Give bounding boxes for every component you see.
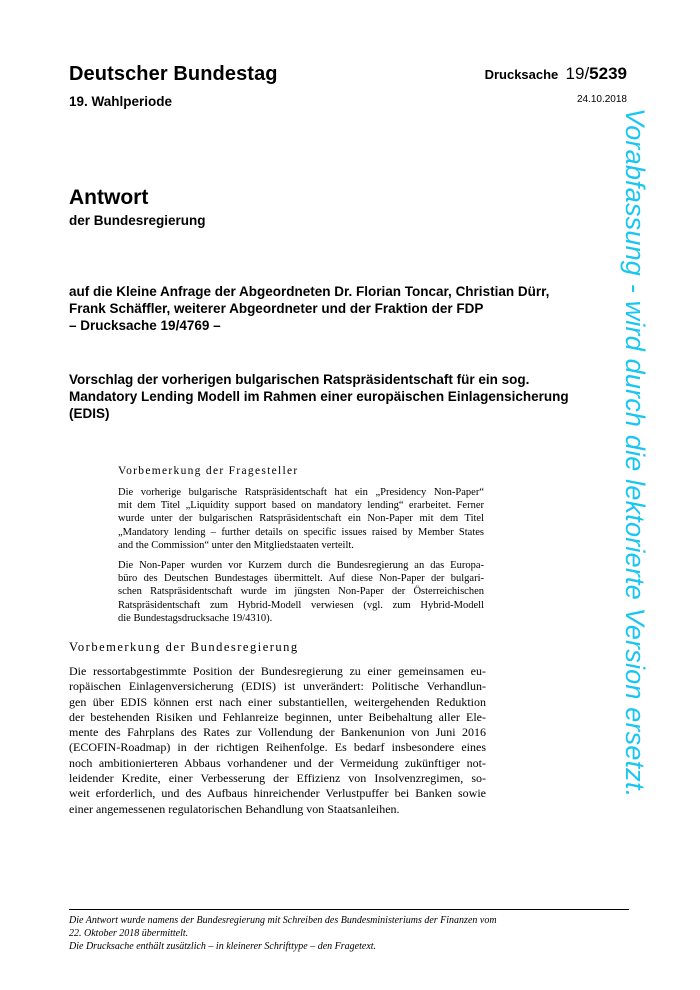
- parliament-title: Deutscher Bundestag: [69, 63, 278, 85]
- footer-notes: [69, 914, 629, 953]
- questioner-remark: [118, 465, 484, 625]
- text-line: leidender Kredite, einer Verbesserung der Effizienz von Insolvenzregimen, so-: [69, 771, 486, 786]
- footer-note: Die Drucksache enthält zusätzlich – in kleinerer Schrifttype – den Fragetext.: [69, 941, 377, 952]
- document-type-subtitle: der Bundesregierung: [69, 213, 206, 228]
- text-line: „Mandatory lending – further details on specific issues raised by Member States: [118, 526, 484, 538]
- text-line: and the Commission“ unter den Mitgliedstaaten verteilt.: [118, 539, 354, 551]
- drucksache-label: Drucksache: [484, 67, 559, 82]
- topic-line: (EDIS): [69, 406, 110, 421]
- questioner-paragraph: [118, 486, 484, 552]
- text-line: Die vorherige bulgarische Ratspräsidentschaft hat ein „Presidency Non-Paper“: [118, 487, 484, 498]
- government-remark: [69, 640, 486, 817]
- government-remark-heading: Vorbemerkung der Bundesregierung: [69, 640, 299, 654]
- document-type-title: Antwort: [69, 186, 149, 209]
- inquiry-line: auf die Kleine Anfrage der Abgeordneten Dr. Florian Toncar, Christian Dürr,: [69, 284, 550, 299]
- text-line: einer angemessenen regulatorischen Behandlung von Staatsanleihen.: [69, 801, 400, 816]
- text-line: schen Ratspräsidentschaft wurde im jüngsten Non-Paper der Österreichischen: [118, 586, 484, 598]
- inquiry-line: Frank Schäffler, weiterer Abgeordneter und der Fraktion der FDP: [69, 301, 484, 316]
- text-line: mente des Fahrplans des Rates zur Vollendung der Bankenunion von Juni 2016: [69, 725, 486, 740]
- text-line: der bestehenden Risiken und Fehlanreize beginnen, unter Beibehaltung aller Ele-: [69, 709, 486, 724]
- government-paragraph: [69, 664, 486, 817]
- inquiry-reference: [69, 283, 589, 334]
- draft-watermark: Vorabfassung - wird durch die lektorierte Version ersetzt.: [620, 108, 650, 798]
- text-line: ropäischen Einlagenversicherung (EDIS) ist unverändert: Politische Verhandlun-: [69, 679, 486, 694]
- drucksache-number: 19/5239: [565, 64, 627, 83]
- footer-note: Die Antwort wurde namens der Bundesregierung mit Schreiben des Bundesministeriums der Finanzen vom 22. Oktober 2018 übermittelt.: [69, 915, 497, 939]
- inquiry-line: – Drucksache 19/4769 –: [69, 318, 221, 333]
- text-line: gen über EDIS können erst nach einer substantiellen, weitergehenden Reduktion: [69, 694, 486, 709]
- legislative-period: 19. Wahlperiode: [69, 94, 173, 109]
- text-line: Die Non-Paper wurden vor Kurzem durch die Bundesregierung an das Europa-: [118, 560, 484, 572]
- text-line: mit dem Titel „Liquidity support based on mandatory lending“ erarbeitet. Ferner: [118, 500, 484, 512]
- text-line: (ECOFIN-Roadmap) in der richtigen Reihenfolge. Es bedarf insbesondere eines: [69, 740, 486, 755]
- header-right: [485, 64, 627, 105]
- text-line: Die ressortabgestimmte Position der Bundesregierung zu einer gemeinsamen eu-: [69, 664, 486, 678]
- topic-line: Mandatory Lending Modell im Rahmen einer europäischen Einlagensicherung: [69, 389, 569, 404]
- topic-title: [69, 371, 609, 422]
- questioner-remark-heading: Vorbemerkung der Fragesteller: [118, 465, 299, 477]
- document-date: 24.10.2018: [576, 94, 627, 105]
- drucksache-line: [485, 64, 627, 84]
- text-line: die Bundestagsdrucksache 19/4310).: [118, 612, 273, 624]
- questioner-paragraph: [118, 559, 484, 625]
- text-line: wurde unter der bulgarischen Ratspräsidentschaft ein Non-Paper mit dem Titel: [118, 513, 484, 525]
- text-line: noch ambitionierteren Abbaus vorhandener und der Vermeidung zukünftiger not-: [69, 755, 486, 770]
- header-left: [69, 63, 278, 109]
- footer-divider: [69, 909, 629, 910]
- text-line: weit erforderlich, und des Aufbaus hinreichender Verlustpuffer bei Banken sowie: [69, 786, 486, 801]
- text-line: büro des Deutschen Bundestages übermittelt. Auf diese Non-Paper der bulgari-: [118, 573, 484, 585]
- topic-line: Vorschlag der vorherigen bulgarischen Ratspräsidentschaft für ein sog.: [69, 372, 530, 387]
- text-line: Ratspräsidentschaft zum Hybrid-Modell verwiesen (vgl. zum Hybrid-Modell: [118, 599, 484, 611]
